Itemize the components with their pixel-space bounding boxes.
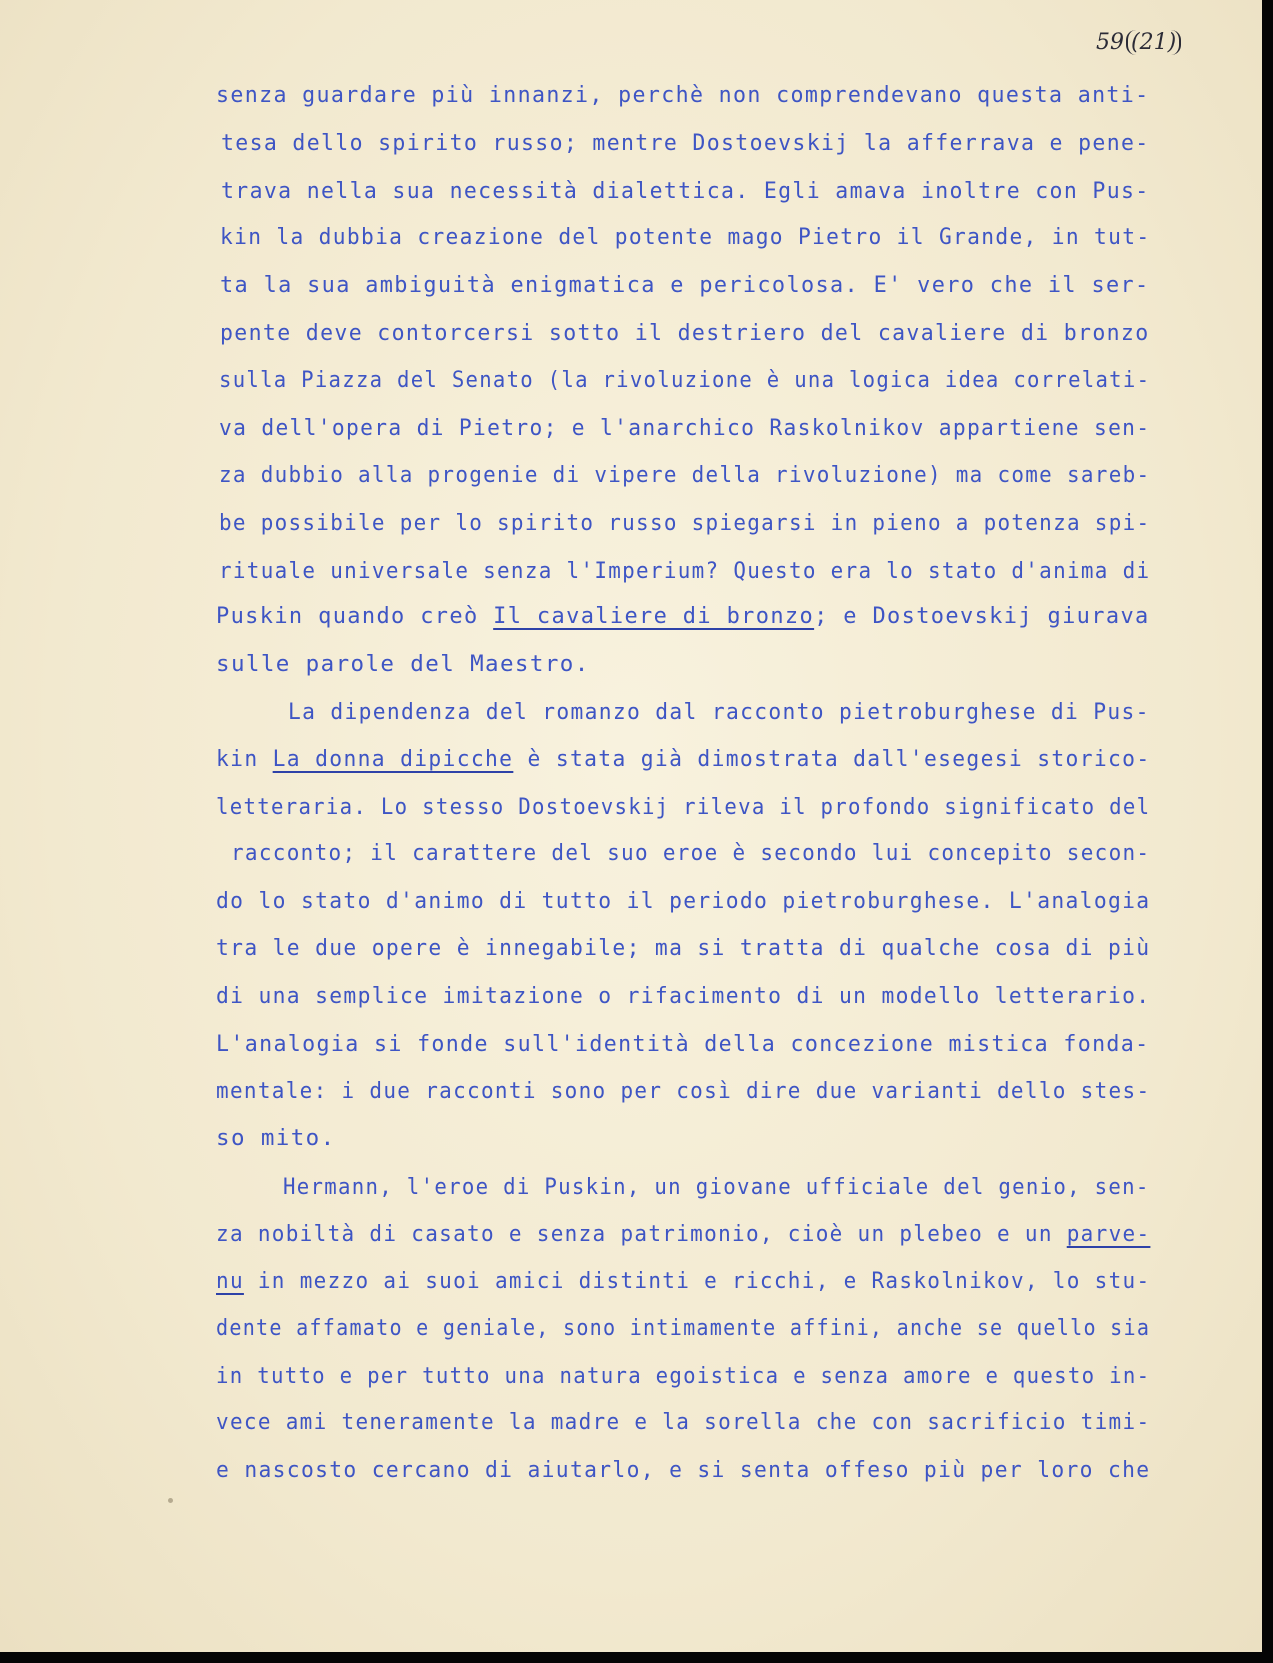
text-line: do lo stato d'animo di tutto il periodo pietroburghese. L'analogia [216,888,1151,914]
text-segment: è stata già dimostrata dall'esegesi storico- [513,746,1151,772]
text-line: sulle parole del Maestro. [216,651,590,677]
work-title: Il cavaliere di bronzo [493,603,815,629]
text-line: be possibile per lo spirito russo spiegarsi in pieno a potenza spi- [219,510,1151,536]
text-line: in tutto e per tutto una natura egoistica e senza amore e questo in- [216,1363,1151,1389]
text-line: tra le due opere è innegabile; ma si tratta di qualche cosa di più [216,935,1151,961]
text-line: di una semplice imitazione o rifacimento di un modello letterario. [216,983,1151,1009]
work-title: La donna dipicche [272,746,514,772]
text-line: ta la sua ambiguità enigmatica e pericolosa. E' vero che il ser- [220,272,1150,298]
scan-edge-right [1262,0,1273,1663]
paper-blemish [168,1498,173,1503]
text-line: so mito. [216,1125,336,1151]
text-segment: ; e Dostoevskij giurava [814,603,1150,629]
text-line: pente deve contorcersi sotto il destriero del cavaliere di bronzo [220,320,1150,346]
foreign-word: parve- [1066,1221,1151,1247]
foreign-word: nu [216,1268,244,1294]
text-segment: Puskin quando creò [216,603,494,629]
text-line: trava nella sua necessità dialettica. Egli amava inoltre con Pus- [221,178,1150,204]
text-line: letteraria. Lo stesso Dostoevskij rileva il profondo significato del [216,794,1151,820]
text-line: dente affamato e geniale, sono intimamente affini, anche se quello sia [216,1315,1151,1341]
text-segment: za nobiltà di casato e senza patrimonio, cioè un plebeo e un [216,1221,1067,1247]
text-line: mentale: i due racconti sono per così dire due varianti dello stes- [216,1078,1151,1104]
scan-edge-bottom [0,1652,1273,1663]
text-line: e nascosto cercano di aiutarlo, e si senta offeso più per loro che [216,1457,1151,1483]
text-line: vece ami teneramente la madre e la sorella che con sacrificio timi- [216,1409,1151,1435]
text-segment: kin [216,746,273,772]
text-line: rituale universale senza l'Imperium? Questo era lo stato d'anima di [219,558,1151,584]
text-segment: in mezzo ai suoi amici distinti e ricchi, e Raskolnikov, lo stu- [243,1268,1151,1294]
page-number-main: 59 [1096,30,1124,55]
text-line: za dubbio alla progenie di vipere della rivoluzione) ma come sareb- [219,462,1151,488]
text-line [216,1219,1150,1249]
text-line [216,1266,1150,1296]
text-line: racconto; il carattere del suo eroe è secondo lui concepito secon- [231,840,1151,866]
text-line: sulla Piazza del Senato (la rivoluzione è una logica idea correlati- [219,367,1151,393]
text-line: tesa dello spirito russo; mentre Dostoevskij la afferrava e pene- [221,130,1150,156]
text-line: La dipendenza del romanzo dal racconto pietroburghese di Pus- [288,699,1150,725]
text-line: va dell'opera di Pietro; e l'anarchico Raskolnikov appartiene sen- [219,415,1151,441]
text-line: Hermann, l'eroe di Puskin, un giovane ufficiale del genio, sen- [283,1174,1150,1200]
page-number-boxed: (21) [1126,30,1181,55]
text-line: kin la dubbia creazione del potente mago Pietro il Grande, in tut- [220,224,1151,250]
text-line: L'analogia si fonde sull'identità della concezione mistica fonda- [216,1031,1150,1057]
text-line [216,744,1150,774]
text-line [216,601,1150,631]
text-line: senza guardare più innanzi, perchè non comprendevano questa anti- [216,82,1150,108]
